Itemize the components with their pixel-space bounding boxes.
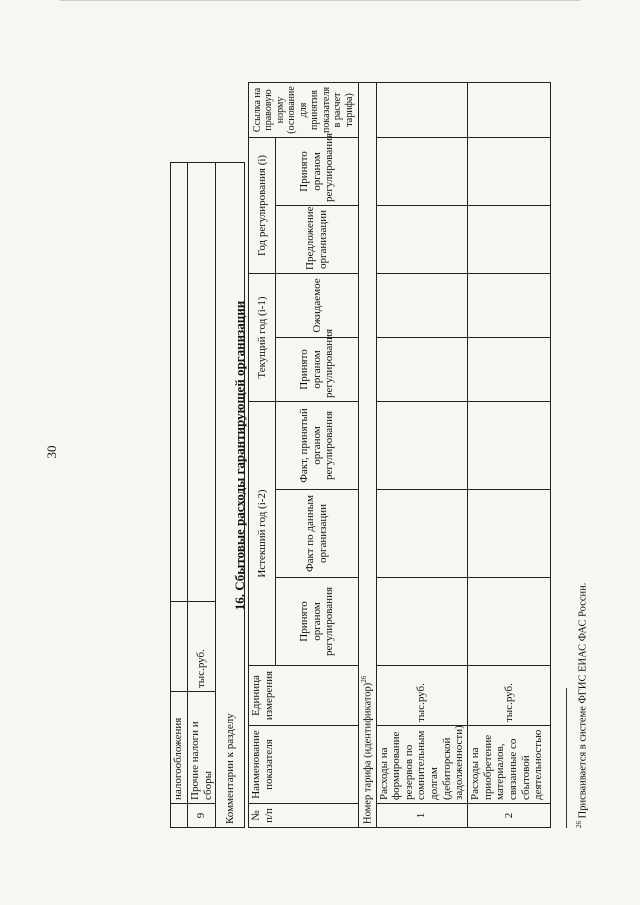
cell: [468, 578, 551, 666]
col-unit-header: Единица измерения: [249, 666, 359, 726]
tarif-footnote-mark: 26: [360, 675, 368, 683]
col-expected-header: Ожидаемое: [276, 273, 359, 337]
scan-edge-line: [60, 0, 580, 1]
row-values: [188, 163, 216, 602]
row-name: налогообложения: [171, 692, 188, 804]
col-accepted-regulator-2-header: Принято органом регулирования: [276, 337, 359, 401]
header-row-1: [249, 82, 276, 827]
col-fact-regulator-header: Факт, принятый органом регулирования: [276, 401, 359, 489]
cell: [468, 490, 551, 578]
footnote-mark: 26: [575, 821, 583, 828]
col-reg-year-header: Год регулирования (i): [249, 137, 276, 273]
cell: [376, 273, 467, 337]
table-row: [171, 163, 188, 828]
rotated-content: [170, 83, 600, 828]
cell: [468, 401, 551, 489]
cell: [376, 337, 467, 401]
footnote: [575, 398, 589, 828]
cell: [468, 137, 551, 205]
cell: [468, 273, 551, 337]
section-title: 16. Сбытовые расходы гарантирующей организации: [232, 300, 247, 611]
footnote-text: Присваивается в системе ФГИС ЕИАС ФАС России.: [577, 582, 589, 819]
row-unit: тыс.руб.: [376, 666, 467, 726]
col-name-header: Наименование показателя: [249, 726, 359, 804]
cell: [376, 205, 467, 273]
col-num-header: № п/п: [249, 804, 359, 828]
cell: [468, 82, 551, 137]
row-number: 9: [188, 804, 216, 828]
cell: [376, 578, 467, 666]
cell: [468, 205, 551, 273]
row-values: [171, 163, 188, 602]
row-name: Расходы на формирование резервов по сомнительным долгам (дебиторской задолженности): [376, 726, 467, 804]
footnote-rule: [566, 688, 567, 828]
col-current-year-header: Текущий год (i-1): [249, 273, 276, 401]
table-row: [188, 163, 216, 828]
table-row: [468, 82, 551, 827]
page-number: 30: [44, 445, 59, 459]
row-name: Прочие налоги и сборы: [188, 692, 216, 804]
cell: [376, 401, 467, 489]
row-name: Расходы на приобретение материалов, связанные со сбытовой деятельностью: [468, 726, 551, 804]
sales-expenses-table: [248, 82, 551, 828]
col-fact-org-header: Факт по данным организации: [276, 490, 359, 578]
table-row: [376, 82, 467, 827]
row-number: [171, 804, 188, 828]
col-accepted-regulator-header: Принято органом регулирования: [276, 578, 359, 666]
cell: [376, 82, 467, 137]
row-unit: тыс.руб.: [188, 602, 216, 692]
col-proposal-org-header: Предложение организации: [276, 205, 359, 273]
cell: [468, 337, 551, 401]
cell: [376, 137, 467, 205]
row-unit: [171, 602, 188, 692]
row-number: 2: [468, 804, 551, 828]
col-ref-header: Ссылка на правовую норму (основание для принятия показателя в расчет тарифа): [249, 82, 359, 137]
col-accepted-regulator-3-header: Принято органом регулирования: [276, 137, 359, 205]
row-number: 1: [376, 804, 467, 828]
cell: [376, 490, 467, 578]
comment-label: Комментарии к разделу: [216, 163, 245, 828]
tarif-label-text: Номер тарифа (идентификатор): [362, 682, 374, 824]
col-expired-year-header: Истекший год (i-2): [249, 401, 276, 665]
row-unit: тыс.руб.: [468, 666, 551, 726]
tarif-row: [359, 82, 377, 827]
tarif-label: [359, 82, 377, 827]
